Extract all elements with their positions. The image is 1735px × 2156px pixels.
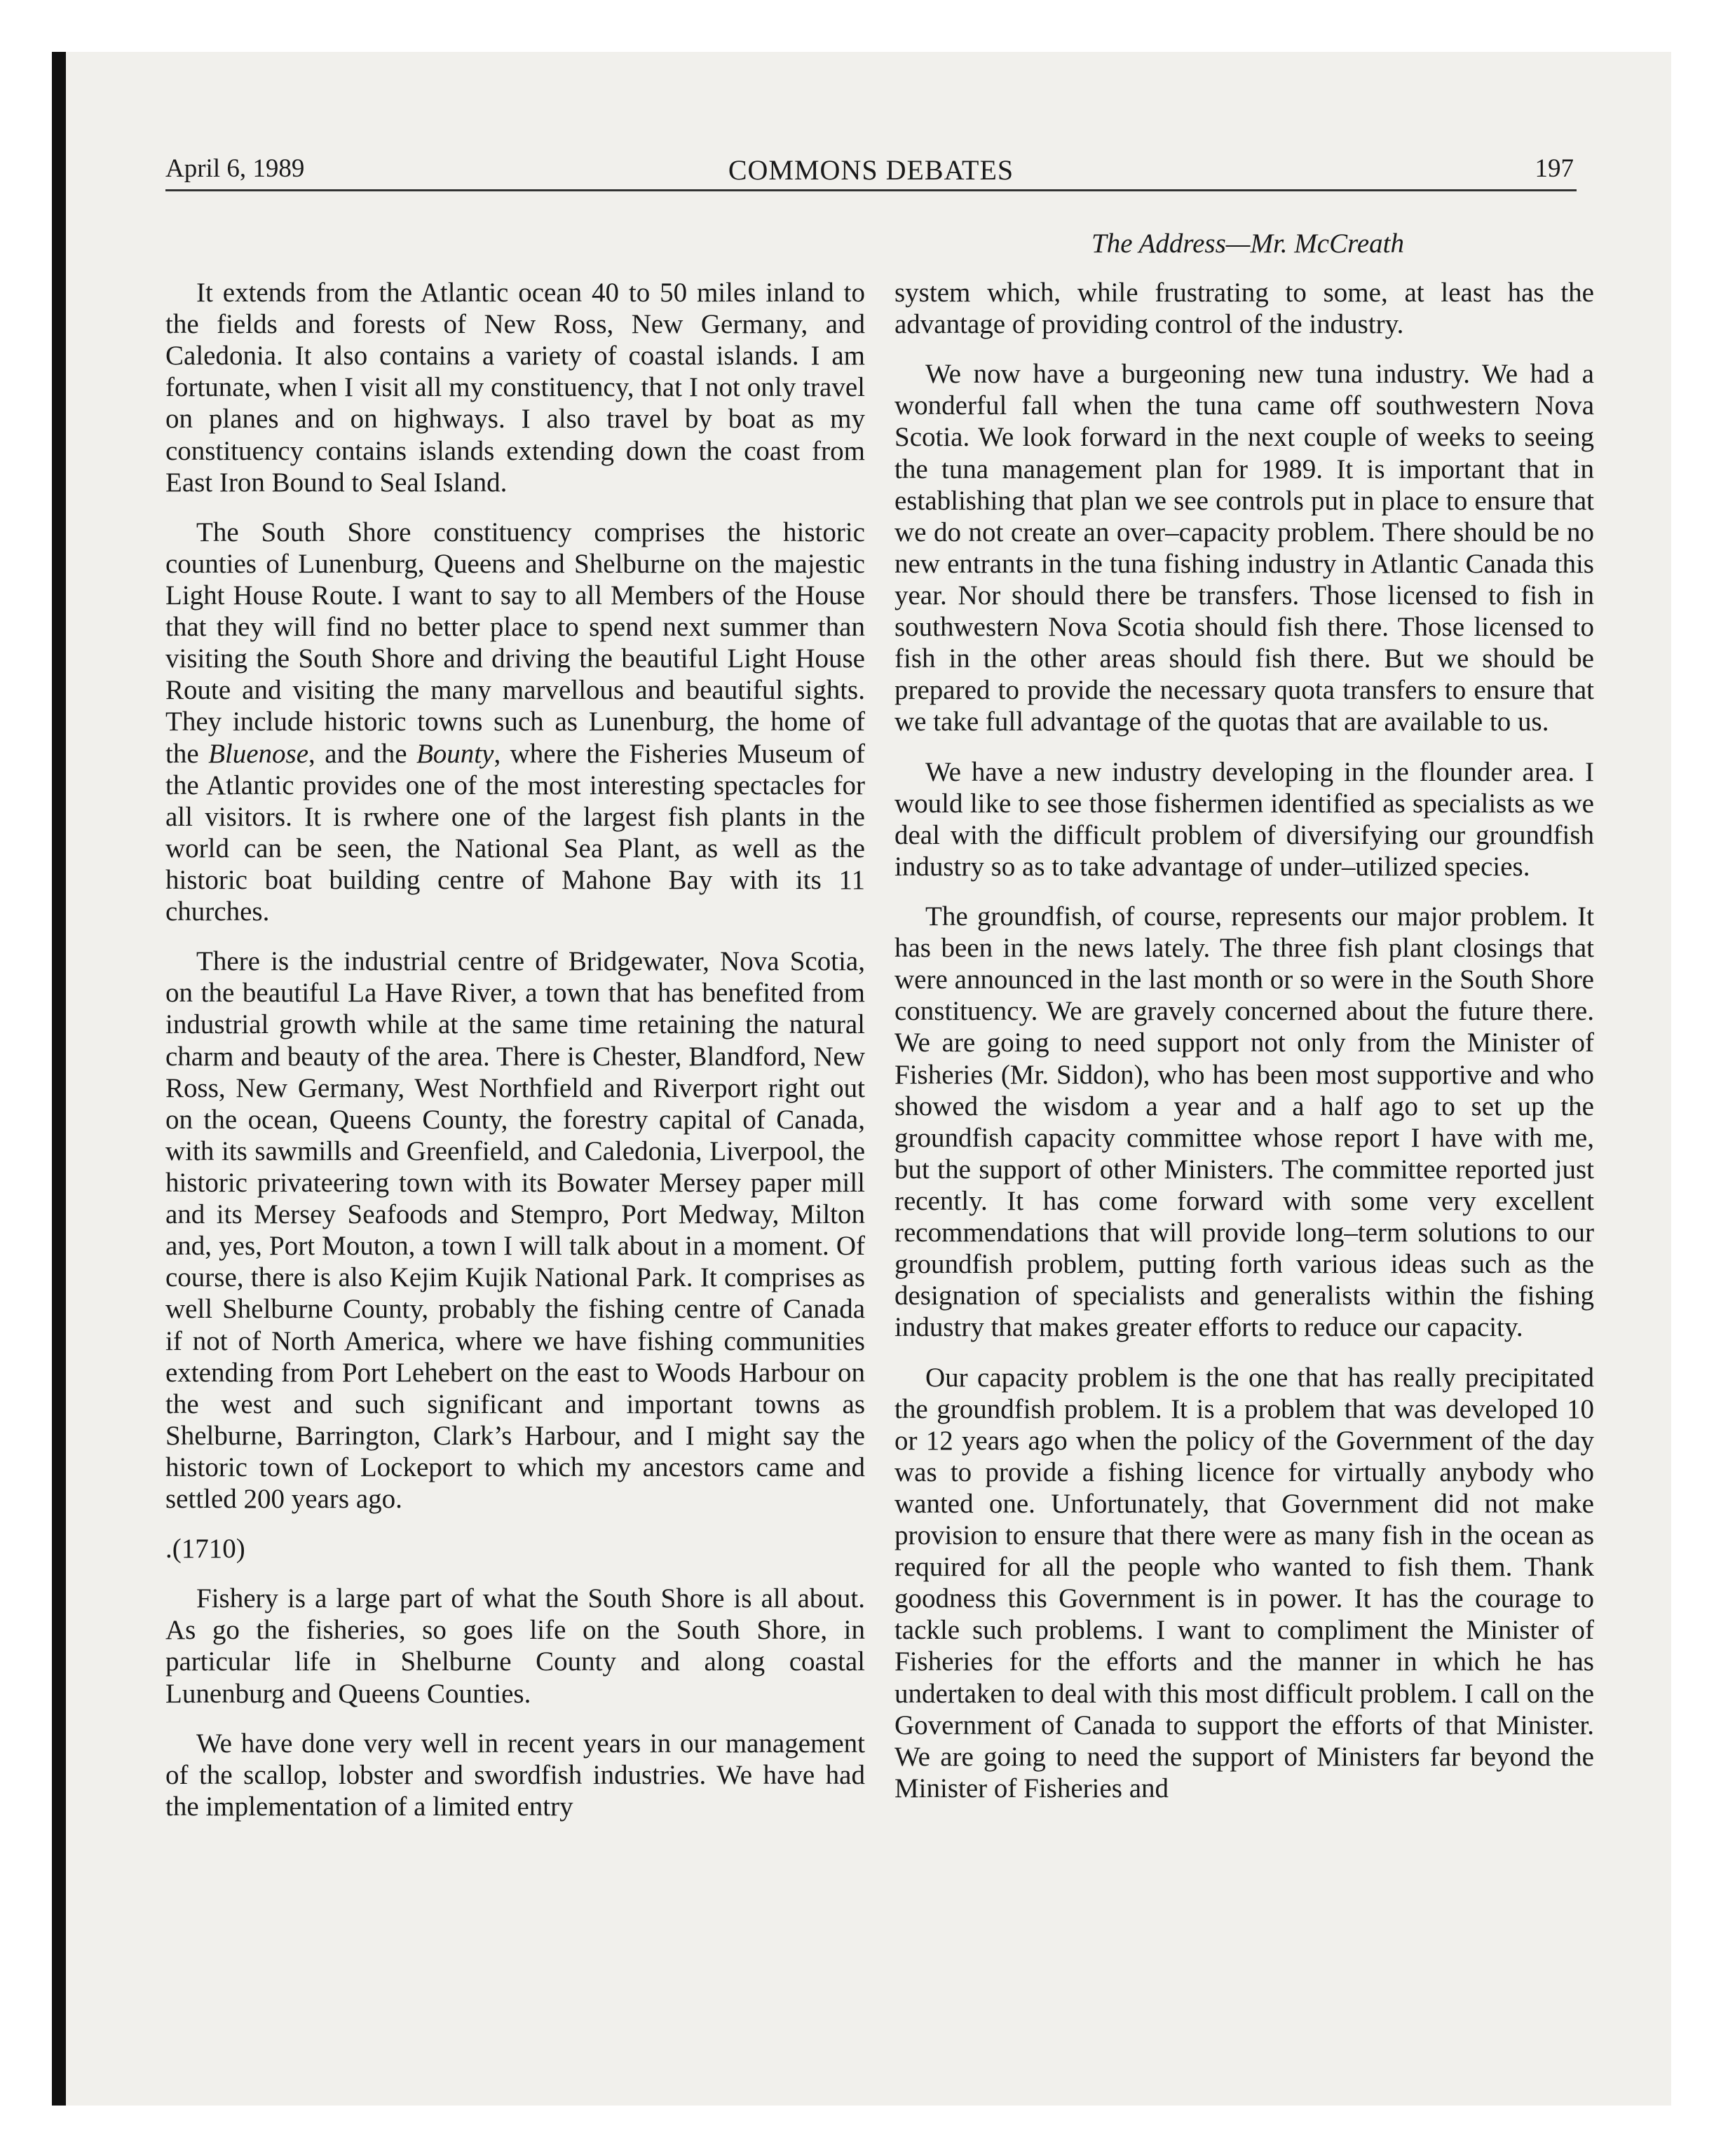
header-title: COMMONS DEBATES	[728, 154, 1014, 186]
running-head: The Address—Mr. McCreath	[1091, 228, 1404, 259]
paragraph: We now have a burgeoning new tuna industry. We had a wonderful fall when the tuna came off southwestern Nova Scotia. We look forward in the next couple of weeks to seeing the tuna management plan for 1989. It is important that in establishing that plan we see controls put in place to ensure that we do not create an over–capacity problem. There should be no new entrants in the tuna fishing industry in Atlantic Canada this year. Nor should there be transfers. Those licensed to fish in southwestern Nova Scotia should fish there. Those licensed to fish in the other areas should fish there. But we should be prepared to provide the necessary quota transfers to ensure that we take full advantage of the quotas that are available to us.	[894, 359, 1594, 737]
header-date: April 6, 1989	[165, 154, 305, 183]
paragraph: Our capacity problem is the one that has really precipitated the groundfish problem. It is a problem that was developed 10 or 12 years ago when the policy of the Government of the day was to provide a fishing licence for virtually anybody who wanted one. Unfortunately, that Government did not make provision to ensure that there were as many fish in the ocean as required for all the people who wanted to fish them. Thank goodness this Government is in power. It has the courage to tackle such problems. I want to compliment the Minister of Fisheries for the efforts and the manner in which he has undertaken to deal with this most difficult problem. I call on the Government of Canada to support the efforts of that Minister. We are going to need the support of Ministers far beyond the Minister of Fisheries and	[894, 1362, 1594, 1803]
time-marker: .(1710)	[165, 1534, 245, 1564]
scan-edge	[52, 52, 66, 2106]
paragraph: We have done very well in recent years in our management of the scallop, lobster and swordfish industries. We have had the implementation of a limited entry	[165, 1728, 865, 1822]
paragraph	[165, 517, 865, 927]
text-run: The South Shore constituency comprises the historic counties of Lunenburg, Queens and Shelburne on the majestic Light House Route. I want to say to all Members of the House that they will find no better place to spend next summer than visiting the South Shore and driving the beautiful Light House Route and visiting the many marvellous and beautiful sights. They include historic towns such as Lunenburg, the home of the	[165, 517, 865, 769]
page-number: 197	[1535, 154, 1574, 183]
paragraph: Fishery is a large part of what the South Shore is all about. As go the fisheries, so goes life on the South Shore, in particular life in Shelburne County and along coastal Lunenburg and Queens Counties.	[165, 1583, 865, 1709]
right-column	[894, 277, 1594, 2078]
text-run: , and the	[308, 738, 416, 769]
left-column	[165, 277, 865, 2078]
paragraph: The groundfish, of course, represents our major problem. It has been in the news lately. The three fish plant closings that were announced in the last month or so were in the South Shore constituency. We are gravely concerned about the future there. We are going to need support not only from the Minister of Fisheries (Mr. Siddon), who has been most supportive and who showed the wisdom a year and a half ago to set up the groundfish capacity committee whose report I have with me, but the support of other Ministers. The committee reported just recently. It has come forward with some very excellent recommendations that will provide long–term solutions to our groundfish problem, putting forth various ideas such as the designation of specialists and generalists within the fishing industry that makes greater efforts to reduce our capacity.	[894, 901, 1594, 1343]
paragraph: It extends from the Atlantic ocean 40 to 50 miles inland to the fields and forests of New Ross, New Germany, and Caledonia. It also contains a variety of coastal islands. I am fortunate, when I visit all my constituency, that I not only travel on planes and on highways. I also travel by boat as my constituency contains islands extending down the coast from East Iron Bound to Seal Island.	[165, 278, 865, 498]
paragraph: We have a new industry developing in the flounder area. I would like to see those fishermen identified as specialists as we deal with the difficult problem of diversifying our groundfish industry so as to take advantage of under–utilized species.	[894, 756, 1594, 882]
header-rule	[165, 189, 1577, 191]
ship-name-bluenose: Bluenose	[208, 738, 309, 769]
text-run: , where the Fisheries Museum of the Atlantic provides one of the most interesting spectacles for all visitors. It is rwhere one of the largest fish plants in the world can be seen, the National Sea Plant, as well as the historic boat building centre of Mahone Bay with its 11 churches.	[165, 738, 865, 927]
paragraph: There is the industrial centre of Bridgewater, Nova Scotia, on the beautiful La Have River, a town that has benefited from industrial growth while at the same time retaining the natural charm and beauty of the area. There is Chester, Blandford, New Ross, New Germany, West Northfield and Riverport right out on the ocean, Queens County, the forestry capital of Canada, with its sawmills and Greenfield, and Caledonia, Liverpool, the historic privateering town with its Bowater Mersey paper mill and its Mersey Seafoods and Stempro, Port Medway, Milton and, yes, Port Mouton, a town I will talk about in a moment. Of course, there is also Kejim Kujik National Park. It comprises as well Shelburne County, probably the fishing centre of Canada if not of North America, where we have fishing communities extending from Port Lehebert on the east to Woods Harbour on the west and such significant and important towns as Shelburne, Barrington, Clark’s Harbour, and I might say the historic town of Lockeport to which my ancestors came and settled 200 years ago.	[165, 946, 865, 1515]
paragraph-continued: system which, while frustrating to some, at least has the advantage of providing control of the industry.	[894, 278, 1594, 340]
page-header	[165, 146, 1577, 189]
ship-name-bounty: Bounty	[416, 738, 494, 769]
